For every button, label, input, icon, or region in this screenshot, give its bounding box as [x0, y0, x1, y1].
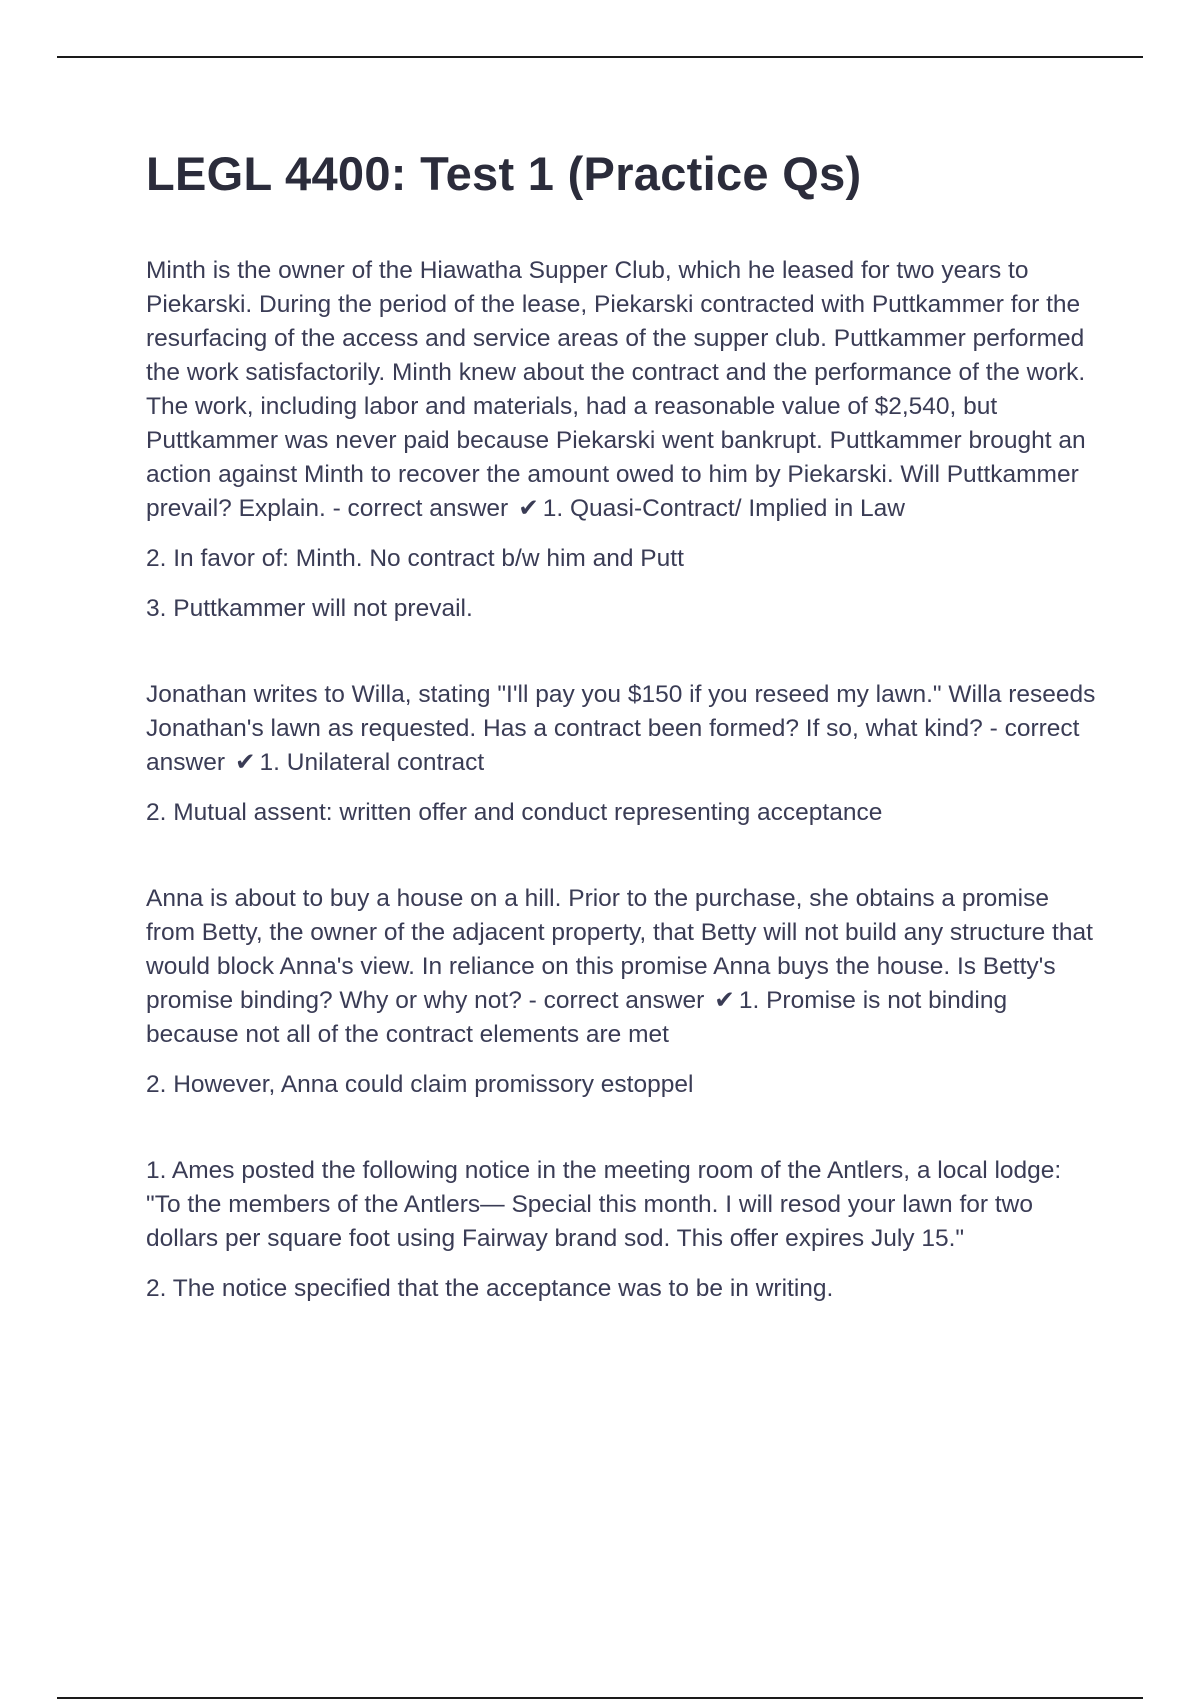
- question-text: [146, 678, 1096, 780]
- answer-line: 2. The notice specified that the acceptance was to be in writing.: [146, 1275, 834, 1302]
- answer-line: 2. However, Anna could claim promissory estoppel: [146, 1071, 694, 1098]
- checkmark-icon: ✔: [714, 987, 735, 1014]
- checkmark-icon: ✔: [518, 495, 539, 522]
- qa-block: [146, 254, 1096, 626]
- document-title: LEGL 4400: Test 1 (Practice Qs): [146, 147, 862, 200]
- question-text: [146, 1154, 1096, 1256]
- document-body: [146, 140, 1096, 1358]
- question-text: [146, 254, 1096, 526]
- answer-text: 1. Quasi-Contract/ Implied in Law: [542, 495, 905, 522]
- question-body: Jonathan writes to Willa, stating "I'll pay you $150 if you reseed my lawn." Willa reseeds Jonathan's lawn as requested. Has a contract been formed? If so, what kind? - correct answer: [146, 681, 1096, 776]
- answer-line: 3. Puttkammer will not prevail.: [146, 595, 473, 622]
- bottom-rule: [57, 1697, 1143, 1699]
- answer-text: 1. Unilateral contract: [259, 749, 485, 776]
- top-rule: [57, 56, 1143, 58]
- question-body: Anna is about to buy a house on a hill. Prior to the purchase, she obtains a promise from Betty, the owner of the adjacent property, that Betty will not build any structure that would block Anna's view. In reliance on this promise Anna buys the house. Is Betty's promise binding? Why or why not? - correct answer: [146, 885, 1093, 1014]
- qa-block: [146, 1154, 1096, 1306]
- checkmark-icon: ✔: [234, 749, 256, 776]
- answer-line: 2. In favor of: Minth. No contract b/w him and Putt: [146, 545, 684, 572]
- question-text: [146, 882, 1096, 1052]
- qa-block: [146, 678, 1096, 830]
- qa-block: [146, 882, 1096, 1102]
- answer-text: 1. Promise is not binding because not all of the contract elements are met: [146, 987, 1008, 1048]
- question-body: 1. Ames posted the following notice in the meeting room of the Antlers, a local lodge: "To the members of the Antlers— Special this month. I will resod your lawn for two dollars per square foot using Fairway brand sod. This offer expires July 15.": [146, 1157, 1062, 1252]
- answer-line: 2. Mutual assent: written offer and conduct representing acceptance: [146, 799, 883, 826]
- question-body: Minth is the owner of the Hiawatha Supper Club, which he leased for two years to Piekarski. During the period of the lease, Piekarski contracted with Puttkammer for the resurfacing of the access and service areas of the supper club. Puttkammer performed the work satisfactorily. Minth knew about the contract and the performance of the work. The work, including labor and materials, had a reasonable value of $2,540, but Puttkammer was never paid because Piekarski went bankrupt. Puttkammer brought an action against Minth to recover the amount owed to him by Piekarski. Will Puttkammer prevail? Explain. - correct answer: [146, 257, 1086, 522]
